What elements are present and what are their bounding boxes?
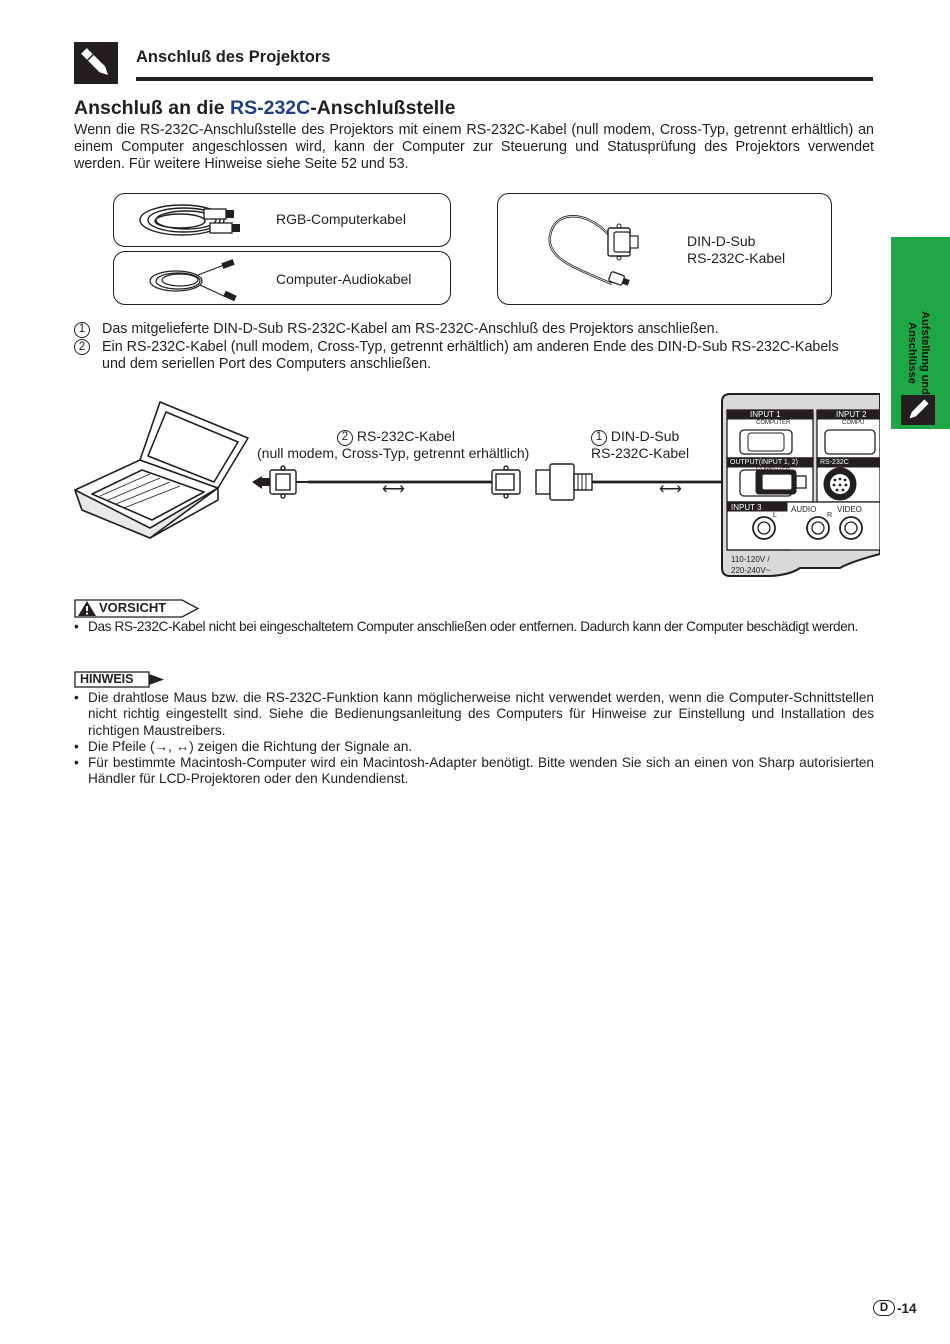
bidirectional-arrow-icon: ⟷	[659, 481, 682, 498]
caution-list	[74, 619, 874, 635]
null-modem-connector-right	[492, 466, 520, 498]
cable2-label-line1	[337, 428, 455, 446]
cable1-label-line2: RS-232C-Kabel	[591, 445, 690, 461]
section-title-suffix: -Anschlußstelle	[310, 97, 456, 119]
note-text: Die Pfeile (→, ↔) zeigen die Richtung der Signale an.	[88, 738, 413, 754]
panel-l-label: L	[773, 512, 777, 519]
intro-paragraph: Wenn die RS-232C-Anschlußstelle des Projektors mit einem RS-232C-Kabel (null modem, Cross-Typ, getrennt erhältlich) an einem Computer angeschlossen wird, kann der Computer zur Steuerung und Statusprüfung des Projektors verwendet werden. Für weitere Hinweise siehe Seite 52 und 53.	[74, 122, 874, 173]
din-cable-box	[497, 193, 832, 305]
panel-output-sub: COMPUTER	[756, 466, 791, 472]
din-dsub-connector	[536, 464, 592, 500]
caution-badge	[74, 599, 200, 618]
panel-input2-label: INPUT 2	[836, 410, 867, 419]
laptop-illustration	[75, 402, 248, 538]
note-badge	[74, 671, 166, 688]
cable1-label-line1	[591, 428, 679, 446]
cable2-label-line2: (null modem, Cross-Typ, getrennt erhältlich)	[257, 445, 530, 461]
panel-output-label: OUTPUT(INPUT 1, 2)	[730, 459, 798, 466]
step-text: Ein RS-232C-Kabel (null modem, Cross-Typ, getrennt erhältlich) am anderen Ende des DIN-D-Sub RS-232C-Kabels und dem seriellen Port des Computers anschließen.	[102, 338, 839, 373]
rgb-cable-illustration	[132, 199, 260, 241]
rgb-cable-label: RGB-Computerkabel	[276, 211, 406, 227]
cable1-name: DIN-D-Sub	[610, 428, 680, 444]
signal-arrow	[252, 476, 262, 489]
step-number: 1	[74, 322, 90, 338]
page-number-prefix: D	[873, 1300, 895, 1316]
audio-cable-box	[113, 251, 451, 305]
note-item: • Die drahtlose Maus bzw. die RS-232C-Funktion kann möglicherweise nicht verwendet werden, wenn die Computer-Schnittstellen nicht richtig eingestellt sind. Siehe die Bedienungsanleitung des Computers für Hinweise zur Einstellung und Installation des richtigen Maustreibers.	[74, 690, 874, 738]
bidirectional-arrow-icon: ⟷	[382, 481, 405, 498]
section-title	[74, 97, 455, 120]
audio-cable-illustration	[132, 257, 252, 301]
panel-voltage-2: 220-240V~	[731, 566, 771, 575]
panel-input3-label: INPUT 3	[731, 503, 762, 512]
step-text: Das mitgelieferte DIN-D-Sub RS-232C-Kabel am RS-232C-Anschluß des Projektors anschließen.	[102, 321, 719, 337]
caution-text: Das RS-232C-Kabel nicht bei eingeschaltetem Computer anschließen oder entfernen. Dadurch kann der Computer beschädigt werden.	[88, 619, 859, 634]
step-1	[74, 321, 864, 339]
panel-input1-label: INPUT 1	[750, 410, 781, 419]
note-item: • Die Pfeile (→, ↔) zeigen die Richtung der Signale an.	[74, 739, 874, 755]
null-modem-connector-left	[270, 466, 308, 498]
din-dsub-cable-illustration	[546, 206, 650, 292]
page-number-value: -14	[897, 1300, 917, 1316]
audio-cable-label: Computer-Audiokabel	[276, 271, 412, 287]
note-badge-label: HINWEIS	[80, 672, 134, 686]
header-title: Anschluß des Projektors	[136, 48, 331, 66]
rgb-cable-box	[113, 193, 451, 247]
note-list	[74, 690, 874, 788]
cable2-number: 2	[337, 430, 353, 446]
section-title-accent: RS-232C	[230, 97, 311, 119]
header-rule	[136, 77, 873, 81]
panel-audio-label: AUDIO	[791, 505, 817, 514]
panel-voltage-1: 110-120V /	[731, 555, 770, 564]
step-number: 2	[74, 339, 90, 355]
caution-item: • Das RS-232C-Kabel nicht bei eingeschaltetem Computer anschließen oder entfernen. Dadurch kann der Computer beschädigt werden.	[74, 619, 874, 635]
pen-icon	[74, 42, 118, 84]
connection-diagram	[0, 390, 880, 580]
caution-badge-label: VORSICHT	[99, 600, 167, 615]
panel-rs232c-label: RS-232C	[820, 459, 849, 466]
panel-video-label: VIDEO	[837, 505, 862, 514]
chapter-tab-line1: Aufstellung und	[919, 311, 931, 395]
pen-icon	[901, 395, 935, 425]
din-cable-label-line1: DIN-D-Sub	[687, 233, 756, 249]
panel-input1-sub: COMPUTER	[756, 420, 791, 426]
panel-r-label: R	[827, 512, 833, 519]
note-text: Für bestimmte Macintosh-Computer wird ein Macintosh-Adapter benötigt. Bitte wenden Sie sich an einen von Sharp autorisierten Händler für LCD-Projektoren oder den Kundendienst.	[88, 755, 874, 787]
chapter-tab-line2: Anschlüsse	[906, 322, 918, 384]
section-title-prefix: Anschluß an die	[74, 97, 231, 119]
step-2	[74, 339, 864, 374]
panel-input2-sub: COMPU	[842, 420, 865, 426]
cable2-name: RS-232C-Kabel	[356, 428, 455, 444]
steps-list	[74, 321, 864, 374]
note-text: Die drahtlose Maus bzw. die RS-232C-Funktion kann möglicherweise nicht verwendet werden, wenn die Computer-Schnittstellen nicht richtig eingestellt sind. Siehe die Bedienungsanleitung des Computers für Hinweise zur Einstellung und Installation des richtigen Maustreibers.	[88, 690, 874, 738]
page-number	[873, 1300, 917, 1316]
cable1-number: 1	[591, 430, 607, 446]
din-cable-label-line2: RS-232C-Kabel	[687, 250, 786, 266]
note-item: • Für bestimmte Macintosh-Computer wird ein Macintosh-Adapter benötigt. Bitte wenden Sie sich an einen von Sharp autorisierten Händler für LCD-Projektoren oder den Kundendienst.	[74, 755, 874, 787]
